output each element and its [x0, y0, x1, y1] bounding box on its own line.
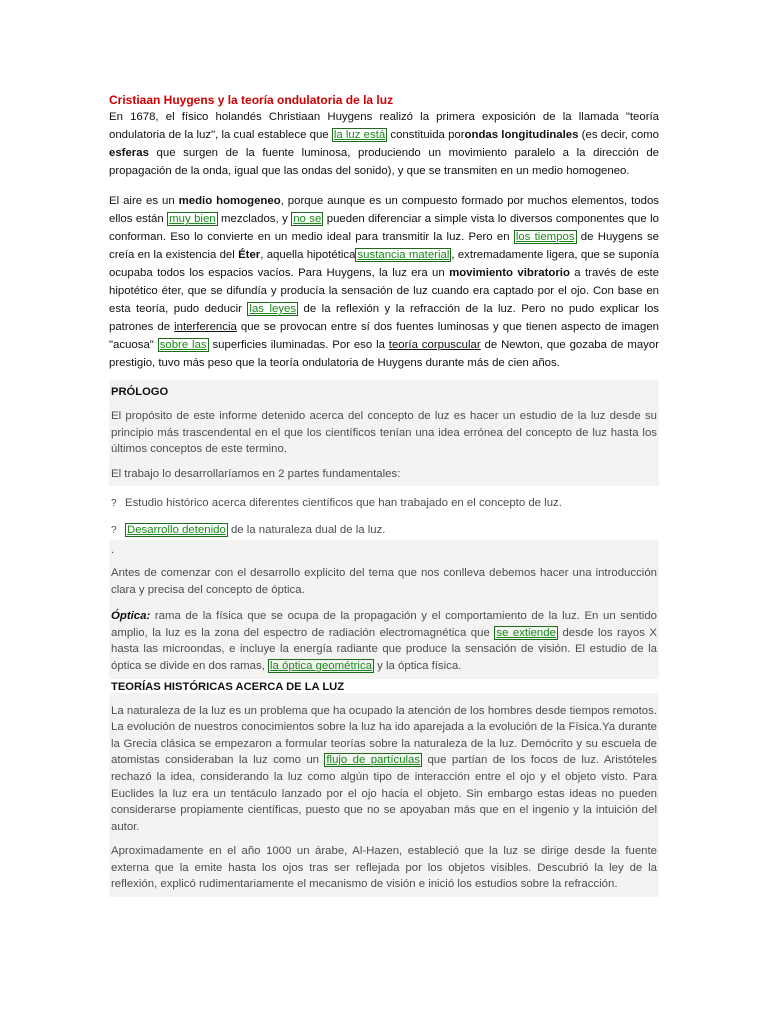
bold-text: medio homogeneo — [178, 195, 281, 207]
optica-paragraph — [111, 608, 657, 674]
list-item-text: Estudio histórico acerca diferentes científicos que han trabajado en el concepto de luz. — [125, 497, 562, 510]
alhazen-paragraph: Aproximadamente en el año 1000 un árabe, Al-Hazen, estableció que la luz se dirige desde la fuente externa que la emite hasta los ojos tras ser reflejada por los objetos visibles. Descubrió la ley de la reflexión, explicó rudimentariamente el mecanismo de visión e inició los estudios sobre la refracción. — [111, 845, 657, 891]
text-run: El aire es un — [109, 195, 179, 207]
text-run: de Huygens se creía en la existencia del — [109, 231, 659, 261]
text-run: que partían de los focos de luz. Aristóteles rechazó la idea, considerando la luz como algún tipo de interacción entre el ojo y el objeto visto. Para Euclides la luz era un tentáculo lanzado por el ojo hacia el objeto. Sin embargo estas ideas no pueden considerarse propiamente científicas, puesto que no se apoyaban más que en el ingenio y la intuición del autor. — [111, 754, 658, 833]
text-run: de la reflexión y la refracción de la luz. Pero no pudo explicar los patrones de — [109, 303, 659, 333]
list-item — [111, 494, 657, 513]
text-run: pueden diferenciar a simple vista lo diversos componentes que lo conforman. Eso lo convierte en un medio ideal para transmitir la luz. Pero en — [109, 213, 659, 243]
optica-label: Óptica: — [111, 610, 151, 623]
teorias-section — [109, 693, 659, 898]
teorias-heading: TEORÍAS HISTÓRICAS ACERCA DE LA LUZ — [111, 680, 345, 693]
link-la-optica-geometrica[interactable]: la óptica geométrica — [270, 659, 372, 672]
text-run: que surgen de la fuente luminosa, produciendo un movimiento paralelo a la dirección de propagación de la onda, igual que las ondas del sonido), y que se transmiten en un medio homogeneo. — [109, 147, 659, 177]
intro-section — [109, 540, 659, 678]
bullet-icon: ? — [111, 498, 117, 510]
bold-text: movimiento vibratorio — [449, 267, 570, 279]
bold-text: esferas — [109, 147, 149, 159]
paragraph-huygens-intro — [109, 108, 659, 180]
bullet-icon: ? — [111, 525, 117, 537]
link-las-leyes[interactable]: las leyes — [249, 303, 297, 315]
text-run: , porque aunque es un compuesto formado por muchos elementos, todos ellos están — [109, 195, 659, 225]
text-run: , aquella hipotética — [260, 249, 356, 261]
text-run: desde los rayos X hasta las microondas, e incluye la energía radiante que produce la sensación de visión. El estudio de la óptica se divide en dos ramas, — [111, 626, 658, 672]
link-teoria-corpuscular[interactable]: teoría corpuscular — [388, 339, 481, 351]
text-run: superficies iluminadas. Por eso la — [208, 339, 389, 351]
separator-dot: . — [111, 544, 115, 557]
bullet-list — [109, 486, 659, 540]
teorias-paragraph — [111, 703, 657, 836]
text-run: constituida por — [387, 129, 465, 141]
link-muy-bien[interactable]: muy bien — [169, 213, 216, 225]
text-run: a través de este hipotético éter, que se difundía y producía la sensación de luz cuando era captado por el ojo. Con base en esta teoría, pudo deducir — [109, 267, 659, 315]
prologo-partes: El trabajo lo desarrollaríamos en 2 partes fundamentales: — [111, 467, 401, 480]
link-sustancia-material[interactable]: sustancia material — [357, 249, 450, 261]
link-flujo-de-particulas[interactable]: flujo de partículas — [326, 754, 421, 767]
text-run: de Newton, que gozaba de mayor prestigio, tuvo más peso que la teoría ondulatoria de Huygens durante más de cien años. — [109, 339, 659, 369]
text-run: que se provocan entre sí dos fuentes luminosas y que tienen aspecto de imagen "acuosa" — [109, 321, 659, 351]
link-se-extiende[interactable]: se extiende — [496, 626, 556, 639]
link-desarrollo-detenido[interactable]: Desarrollo detenido — [127, 524, 226, 537]
list-item-text: de la naturaleza dual de la luz. — [227, 524, 386, 537]
text-run: y la óptica física. — [373, 659, 462, 672]
link-los-tiempos[interactable]: los tiempos — [515, 231, 575, 243]
text-run: rama de la física que se ocupa de la propagación y el comportamiento de la luz. En un sentido amplio, la luz es la zona del espectro de radiación electromagnética que — [111, 610, 657, 639]
link-la-luz-esta[interactable]: la luz está — [333, 129, 386, 141]
link-sobre-las[interactable]: sobre las — [159, 339, 207, 351]
prologo-paragraph: El propósito de este informe detenido acerca del concepto de luz es hacer un estudio de la luz desde su principio más trascendental en el que los científicos tenían una idea errónea del concepto de luz hasta los últimos conceptos de este termino. — [111, 410, 657, 456]
link-interferencia[interactable]: interferencia — [174, 321, 237, 333]
teorias-heading-wrap — [109, 679, 659, 693]
document-body — [109, 92, 659, 897]
prologo-heading: PRÓLOGO — [111, 386, 169, 398]
text-run: mezclados, y — [217, 213, 292, 225]
text-run: (es decir, como — [578, 129, 659, 141]
prologo-section — [109, 380, 659, 486]
bold-text: ondas longitudinales — [464, 129, 579, 141]
list-item — [111, 521, 657, 540]
link-no-se[interactable]: no se — [293, 213, 322, 225]
text-run: , extremadamente ligera, que se suponía ocupaba todos los espacios vacíos. Para Huygens, la luz era un — [109, 249, 659, 279]
intro-paragraph: Antes de comenzar con el desarrollo explicito del tema que nos conlleva debemos hacer una introducción clara y precisa del concepto de óptica. — [111, 566, 657, 596]
text-run: En 1678, el físico holandés Christiaan Huygens realizó la primera exposición de la llamada "teoría ondulatoria de la luz", la cual establece que — [109, 111, 659, 141]
document-title: Cristiaan Huygens y la teoría ondulatoria de la luz — [109, 93, 394, 107]
bold-text: Éter — [238, 249, 261, 261]
paragraph-medio-homogeneo — [109, 192, 659, 372]
text-run: La naturaleza de la luz es un problema que ha ocupado la atención de los hombres desde tiempos remotos. La evolución de nuestros conocimientos sobre la luz ha ido aparejada a la evolución de la Física.Ya durante la Grecia clásica se empezaron a formular teorías sobre la naturaleza de la luz. Demócrito y su escuela de atomistas consideraban la luz como un — [111, 704, 657, 767]
